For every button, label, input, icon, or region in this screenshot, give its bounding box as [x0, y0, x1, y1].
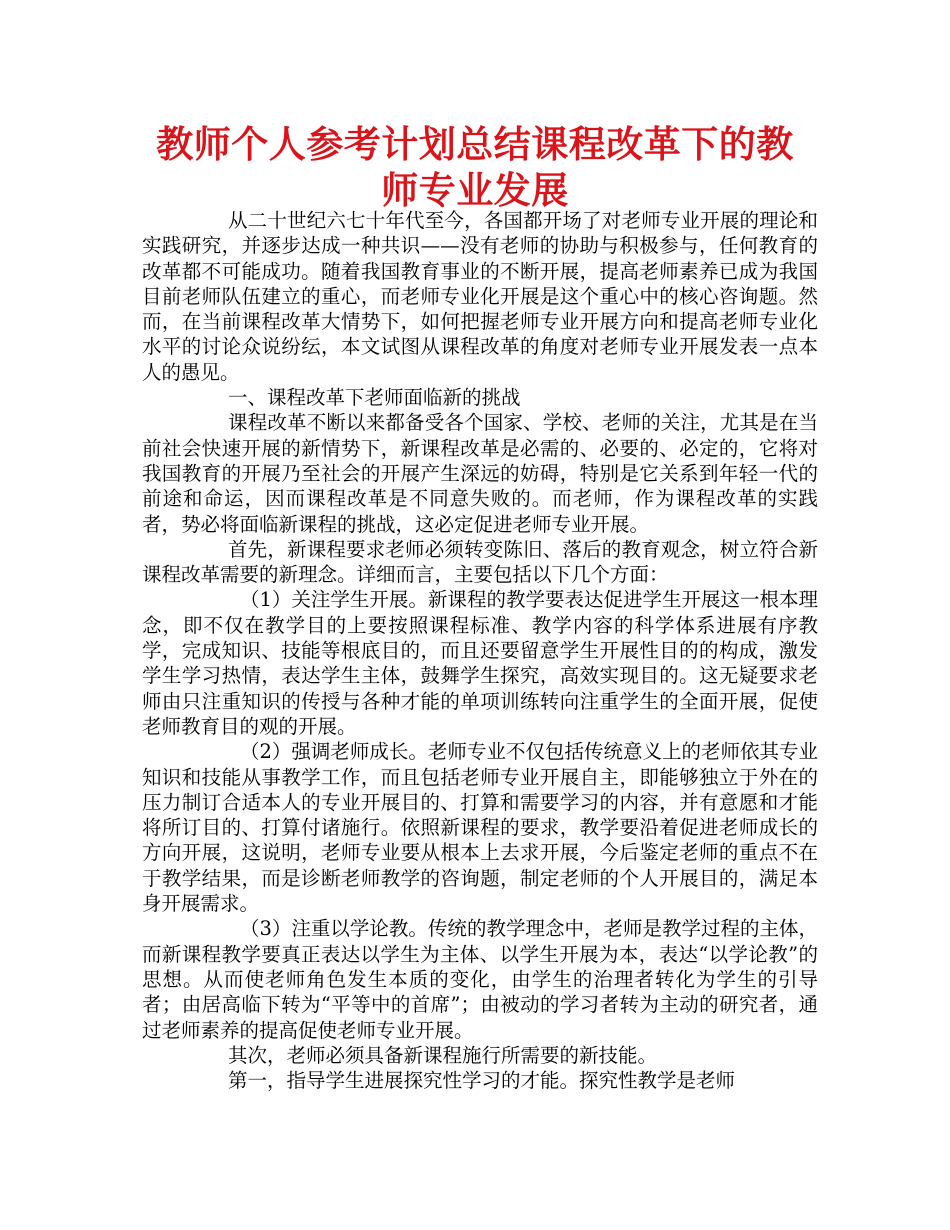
paragraph-point-2: （2）强调老师成长。老师专业不仅包括传统意义上的老师依其专业知识和技能从事教学工作，而且包括老师专业开展自主，即能够独立于外在的压力制订合适本人的专业开展目的、打算和需要学习的内容，并有意愿和才能将所订目的、打算付诸施行。依照新课程的要求，教学要沿着促进老师成长的方向开展，这说明，老师专业要从根本上去求开展，今后鉴定老师的重点不在于教学结果，而是诊断老师教学的咨询题，制定老师的个人开展目的，满足本身开展需求。	[142, 740, 818, 916]
paragraph-point-1: （1）关注学生开展。新课程的教学要表达促进学生开展这一根本理念，即不仅在教学目的上要按照课程标准、教学内容的科学体系进展有序教学，完成知识、技能等根底目的，而且还要留意学生开展性目的的构成，激发学生学习热情，表达学生主体，鼓舞学生探究，高效实现目的。这无疑要求老师由只注重知识的传授与各种才能的单项训练转向注重学生的全面开展，促使老师教育目的观的开展。	[142, 588, 818, 738]
section-heading: 一、课程改革下老师面临新的挑战	[228, 386, 521, 410]
document-body	[142, 208, 818, 1093]
paragraph-second: 其次，老师必须具备新课程施行所需要的新技能。	[228, 1043, 658, 1067]
paragraph-intro: 从二十世纪六七十年代至今，各国都开场了对老师专业开展的理论和实践研究，并逐步达成一种共识——没有老师的协助与积极参与，任何教育的改革都不可能成功。随着我国教育事业的不断开展，提高老师素养已成为我国目前老师队伍建立的重心，而老师专业化开展是这个重心中的核心咨询题。然而，在当前课程改革大情势下，如何把握老师专业开展方向和提高老师专业化水平的讨论众说纷纭，本文试图从课程改革的角度对老师专业开展发表一点本人的愚见。	[142, 209, 818, 384]
paragraph-first: 首先，新课程要求老师必须转变陈旧、落后的教育观念，树立符合新课程改革需要的新理念。详细而言，主要包括以下几个方面：	[142, 537, 818, 587]
document-title: 教师个人参考计划总结课程改革下的教师专业发展	[156, 123, 794, 212]
paragraph-first-skill: 第一，指导学生进展探究性学习的才能。探究性教学是老师	[228, 1069, 736, 1093]
paragraph-point-3: （3）注重以学论教。传统的教学理念中，老师是教学过程的主体，而新课程教学要真正表达以学生为主体、以学生开展为本，表达“以学论教”的思想。从而使老师角色发生本质的变化，由学生的治理者转化为学生的引导者；由居高临下转为“平等中的首席”；由被动的学习者转为主动的研究者，通过老师素养的提高促使老师专业开展。	[142, 917, 818, 1042]
paragraph-challenge: 课程改革不断以来都备受各个国家、学校、老师的关注，尤其是在当前社会快速开展的新情势下，新课程改革是必需的、必要的、必定的，它将对我国教育的开展乃至社会的开展产生深远的妨碍，特别是它关系到年轻一代的前途和命运，因而课程改革是不同意失败的。而老师，作为课程改革的实践者，势必将面临新课程的挑战，这必定促进老师专业开展。	[142, 411, 818, 536]
